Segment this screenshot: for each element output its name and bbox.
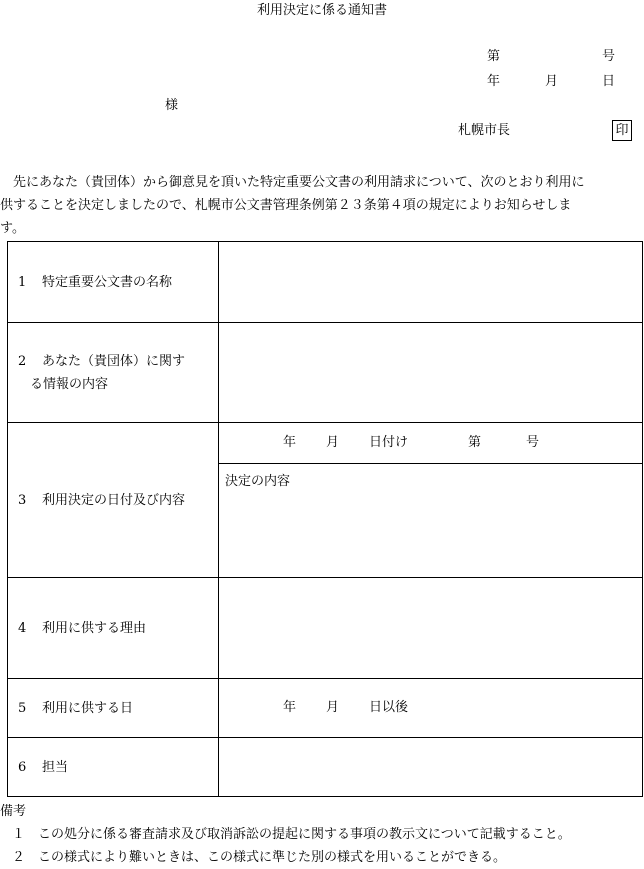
row-number: 1 <box>18 274 27 290</box>
date-month: 月 <box>545 74 559 89</box>
row-label <box>8 242 219 323</box>
usage-date-month: 月 <box>326 700 340 715</box>
body-paragraph <box>0 171 644 240</box>
date-year: 年 <box>487 74 501 89</box>
usage-date-cell <box>219 679 643 738</box>
decision-date-day: 日付け <box>369 435 409 450</box>
table-row <box>8 578 643 679</box>
document-number-suffix: 号 <box>602 49 616 64</box>
row-number: 4 <box>18 620 27 636</box>
notice-form-table <box>7 241 643 797</box>
related-info-field[interactable] <box>219 323 643 423</box>
table-row <box>8 242 643 323</box>
decision-number-prefix: 第 <box>468 435 482 450</box>
decision-number-suffix: 号 <box>526 435 540 450</box>
body-line: 先にあなた（貴団体）から御意見を頂いた特定重要公文書の利用請求について、次のとおり利用に <box>0 175 585 190</box>
row-label-text: 特定重要公文書の名称 <box>42 274 173 290</box>
notes-section <box>0 800 644 869</box>
row-number: 3 <box>18 492 27 508</box>
note-item: １ この処分に係る審査請求及び取消訴訟の提起に関する事項の教示文について記載すること。 <box>12 827 571 842</box>
document-number-prefix: 第 <box>487 49 501 64</box>
document-name-field[interactable] <box>219 242 643 323</box>
row-label <box>8 578 219 679</box>
row-label <box>8 679 219 738</box>
reason-field[interactable] <box>219 578 643 679</box>
row-label-text: 担当 <box>42 759 69 775</box>
row-label-text: る情報の内容 <box>30 376 109 392</box>
row-label-text: あなた（貴団体）に関す <box>42 353 186 369</box>
usage-date-day: 日以後 <box>369 700 409 715</box>
addressee-suffix: 様 <box>165 98 179 113</box>
row-number: 6 <box>18 759 27 775</box>
row-label-text: 利用に供する日 <box>42 700 134 716</box>
table-row <box>8 423 643 578</box>
contact-field[interactable] <box>219 738 643 797</box>
table-row <box>8 738 643 797</box>
decision-content-label: 決定の内容 <box>225 474 291 489</box>
row-number: 2 <box>18 353 27 369</box>
table-row <box>8 323 643 423</box>
decision-cell <box>219 423 643 578</box>
row-label <box>8 323 219 423</box>
seal-box: 印 <box>612 120 632 141</box>
row-label <box>8 738 219 797</box>
row-label-text: 利用決定の日付及び内容 <box>42 492 186 508</box>
row-number: 5 <box>18 700 27 716</box>
date-day: 日 <box>602 74 616 89</box>
body-line: す。 <box>0 221 25 236</box>
document-title: 利用決定に係る通知書 <box>256 3 387 18</box>
issuer-name: 札幌市長 <box>458 123 511 138</box>
usage-date-line <box>219 698 642 718</box>
notes-heading: 備考 <box>0 804 27 819</box>
note-item: ２ この様式により難いときは、この様式に準じた別の様式を用いることができる。 <box>12 850 507 865</box>
row-label <box>8 423 219 578</box>
body-line: 供することを決定しましたので、札幌市公文書管理条例第２３条第４項の規定によりお知らせしま <box>0 198 572 213</box>
decision-date-line <box>219 423 642 464</box>
usage-date-year: 年 <box>283 700 297 715</box>
row-label-text: 利用に供する理由 <box>42 620 147 636</box>
decision-date-year: 年 <box>283 435 297 450</box>
table-row <box>8 679 643 738</box>
decision-date-month: 月 <box>326 435 340 450</box>
